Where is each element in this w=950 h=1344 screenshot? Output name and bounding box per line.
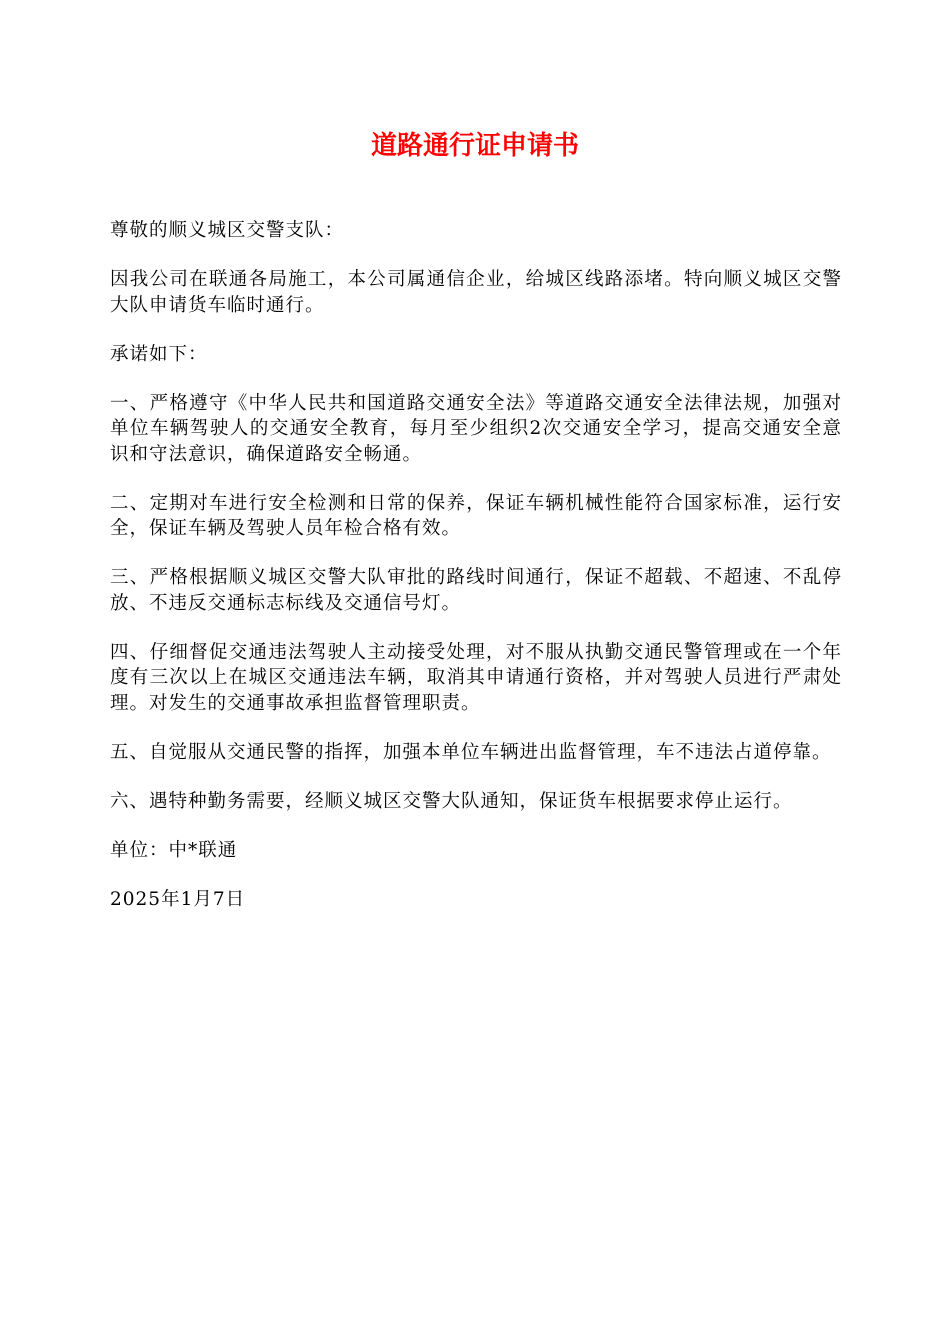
pledge-item-1: 一、严格遵守《中华人民共和国道路交通安全法》等道路交通安全法律法规，加强对单位车辆驾驶人的交通安全教育，每月至少组织2次交通安全学习，提高交通安全意识和守法意识，确保道路安全畅通。 <box>110 392 842 465</box>
salutation: 尊敬的顺义城区交警支队： <box>110 220 345 241</box>
pledge-item-2: 二、定期对车进行安全检测和日常的保养，保证车辆机械性能符合国家标准，运行安全，保证车辆及驾驶人员年检合格有效。 <box>110 492 842 539</box>
pledge-item-4: 四、仔细督促交通违法驾驶人主动接受处理，对不服从执勤交通民警管理或在一个年度有三次以上在城区交通违法车辆，取消其申请通行资格，并对驾驶人员进行严肃处理。对发生的交通事故承担监督管理职责。 <box>110 641 842 714</box>
pledge-item-5: 五、自觉服从交通民警的指挥，加强本单位车辆进出监督管理，车不违法占道停靠。 <box>110 741 832 763</box>
intro-paragraph: 因我公司在联通各局施工，本公司属通信企业，给城区线路添堵。特向顺义城区交警大队申请货车临时通行。 <box>110 269 842 316</box>
document-body <box>110 218 842 936</box>
document-title: 道路通行证申请书 <box>370 131 579 161</box>
pledge-item-6: 六、遇特种勤务需要，经顺义城区交警大队通知，保证货车根据要求停止运行。 <box>110 790 793 812</box>
unit-signature: 单位：中*联通 <box>110 839 238 861</box>
pledge-item-3: 三、严格根据顺义城区交警大队审批的路线时间通行，保证不超载、不超速、不乱停放、不违反交通标志标线及交通信号灯。 <box>110 567 842 614</box>
pledge-heading: 承诺如下： <box>110 343 208 365</box>
document-date: 2025年1月7日 <box>110 888 246 910</box>
